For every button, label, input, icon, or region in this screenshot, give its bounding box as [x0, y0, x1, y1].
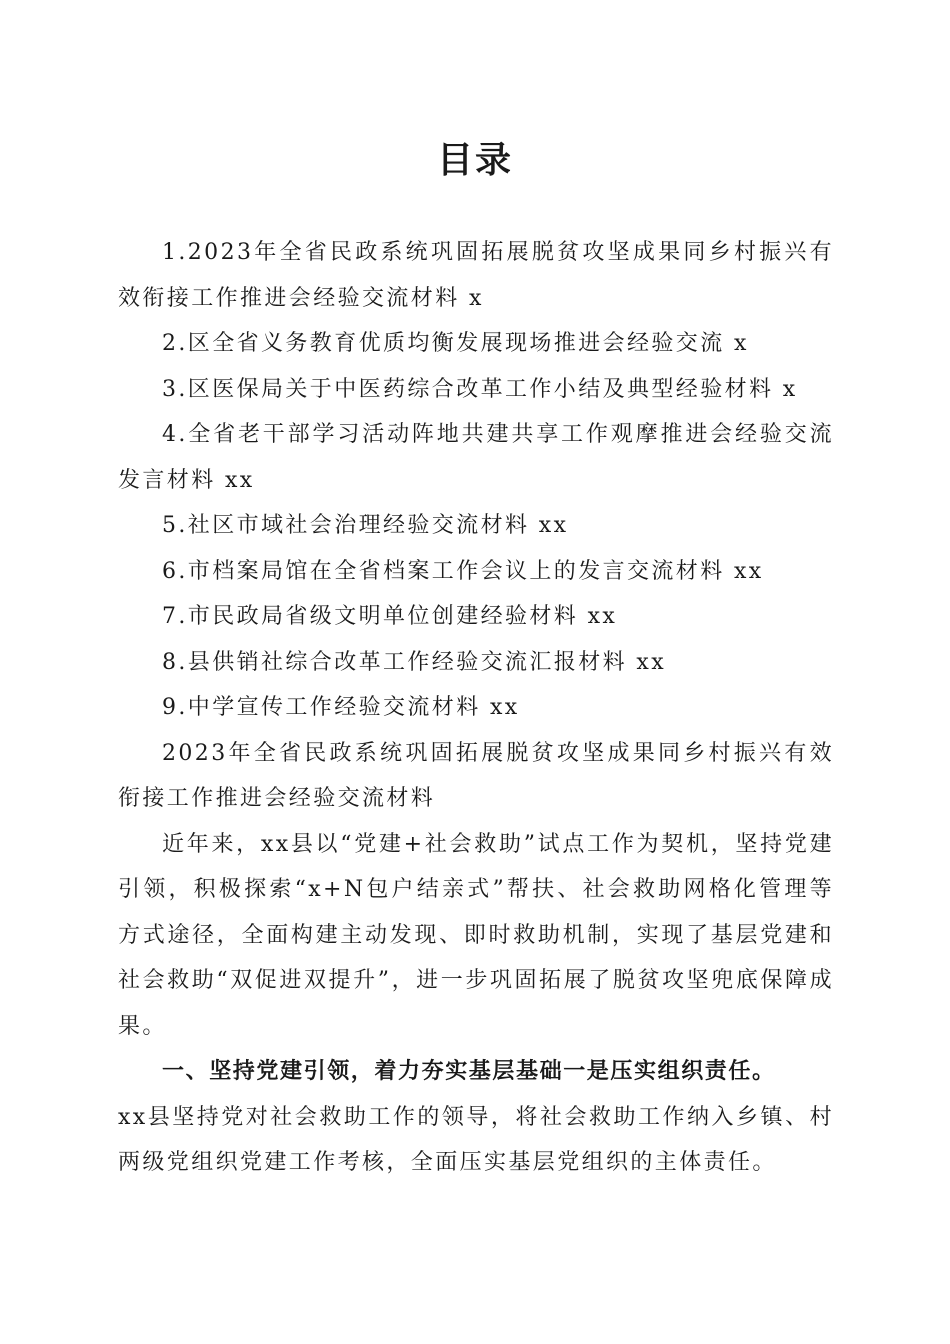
- toc-item-9: 9.中学宣传工作经验交流材料 xx: [162, 695, 520, 720]
- toc-item-8: 8.县供销社综合改革工作经验交流汇报材料 xx: [162, 649, 666, 675]
- toc-item-7: 7.市民政局省级文明单位创建经验材料 xx: [162, 604, 618, 629]
- toc-item-5: 5.社区市域社会治理经验交流材料 xx: [162, 513, 569, 538]
- intro-paragraph: 近年来，xx县以“党建+社会救助”试点工作为契机，坚持党建引领，积极探索“x+N包户结亲式”帮扶、社会救助网格化管理等方式途径，全面构建主动发现、即时救助机制，实现了基层党建和社会救助“双促进双提升”，进一步巩固拓展了脱贫攻坚兜底保障成果。: [118, 831, 834, 1039]
- article-title: 2023年全省民政系统巩固拓展脱贫攻坚成果同乡村振兴有效衔接工作推进会经验交流材料: [118, 740, 834, 811]
- section-1-text: xx县坚持党对社会救助工作的领导，将社会救助工作纳入乡镇、村两级党组织党建工作考核，全面压实基层党组织的主体责任。: [118, 1104, 834, 1175]
- section-1-heading: 一、坚持党建引领，着力夯实基层基础一是压实组织责任。: [162, 1059, 776, 1084]
- document-body: [118, 230, 834, 1186]
- section-1-heading-paragraph: [118, 1049, 834, 1095]
- toc-item-2: 2.区全省义务教育优质均衡发展现场推进会经验交流 x: [162, 331, 749, 356]
- toc-item-1: 1.2023年全省民政系统巩固拓展脱贫攻坚成果同乡村振兴有效衔接工作推进会经验交流材料 x: [118, 240, 834, 311]
- toc-item-6: 6.市档案局馆在全省档案工作会议上的发言交流材料 xx: [162, 558, 764, 584]
- toc-item-4: 4.全省老干部学习活动阵地共建共享工作观摩推进会经验交流发言材料 xx: [118, 422, 834, 493]
- toc-item-3: 3.区医保局关于中医药综合改革工作小结及典型经验材料 x: [162, 376, 798, 402]
- page-title: 目录: [436, 139, 513, 181]
